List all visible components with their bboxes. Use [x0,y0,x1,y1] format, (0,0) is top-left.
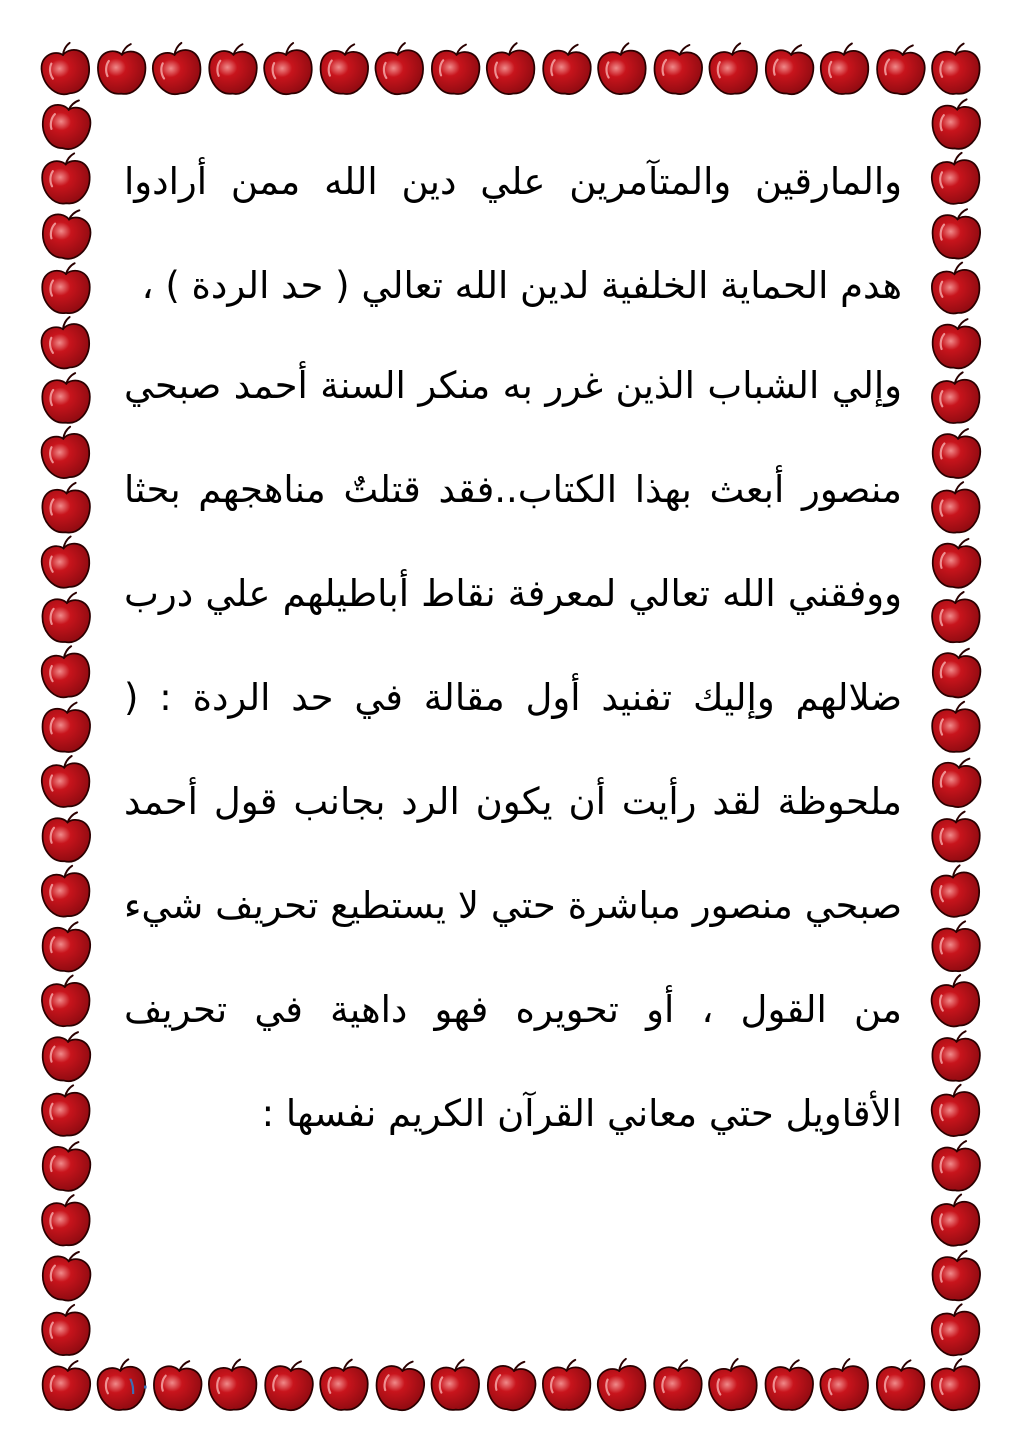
apple-icon [932,921,980,972]
apple-icon [929,1357,982,1412]
apple-icon [931,481,981,533]
apple-icon [928,973,983,1030]
apple-icon [596,42,648,96]
apple-icon [930,261,982,315]
apple-icon [929,1193,982,1248]
apple-icon [373,41,426,96]
apple-icon [652,42,704,97]
apple-icon [654,1360,702,1411]
apple-icon [40,1358,92,1413]
apple-icon [931,1139,981,1191]
apple-icon [484,42,536,97]
apple-icon [38,424,93,481]
apple-icon [765,1359,814,1411]
apple-icon [41,482,90,534]
apple-icon [541,42,593,96]
apple-icon [929,644,984,701]
apple-icon [430,42,481,95]
apple-icon [42,373,90,424]
apple-icon [373,1357,428,1414]
apple-icon [543,1360,591,1410]
apple-icon [930,316,982,371]
apple-icon [39,534,93,590]
apple-icon [42,1305,90,1356]
apple-icon [40,974,91,1027]
apple-icon [41,591,91,643]
apple-icon [319,43,369,95]
apple-icon [41,700,92,753]
apple-icon [39,205,94,262]
apple-icon [39,754,91,809]
apple-icon [929,753,984,810]
apple-icon [931,1249,982,1302]
apple-icon [874,41,928,97]
apple-icon [932,812,980,862]
apple-icon [40,864,92,918]
apple-icon [208,1359,258,1411]
apple-icon [262,1357,316,1413]
apple-icon [39,95,94,152]
apple-icon [876,1359,926,1411]
apple-icon [38,40,93,97]
apple-icon [38,314,93,371]
apple-icon [41,1195,90,1247]
apple-icon [319,1359,368,1411]
apple-icon [820,43,870,95]
apple-icon [431,1360,479,1411]
page-number: ١٠ [126,1372,152,1400]
apple-icon [40,919,92,974]
apple-icon [39,1138,93,1194]
apple-icon [39,644,92,699]
apple-icon [930,371,981,424]
apple-icon [817,1357,871,1413]
apple-icon [929,534,983,590]
apple-icon [40,810,92,864]
apple-icon [930,425,983,480]
apple-icon [42,263,90,313]
apple-icon [931,97,982,150]
apple-icon [151,1357,204,1412]
apple-icon [931,591,980,643]
apple-icon [208,43,257,95]
apple-icon [706,1357,761,1414]
apple-icon [763,41,816,96]
article-body [124,130,902,1166]
paragraph: والمارقين والمتآمرين علي دين الله ممن أرادوا هدم الحماية الخلفية لدين الله تعالي ( حد الردة ) ، [124,160,902,307]
apple-icon [930,206,982,260]
apple-icon [708,42,759,95]
apple-icon [594,1356,649,1413]
apple-icon [932,702,980,753]
apple-icon [97,44,145,95]
apple-icon [931,43,980,95]
apple-icon [41,1085,91,1137]
apple-icon [39,1247,94,1304]
apple-icon [929,1303,981,1358]
apple-icon [261,41,315,97]
apple-icon [928,863,983,920]
apple-icon [929,1083,983,1139]
apple-icon [149,41,204,98]
apple-icon [484,1356,539,1413]
apple-icon [931,1030,980,1082]
apple-icon [40,1028,93,1083]
apple-icon [42,153,90,204]
paragraph: وإلي الشباب الذين غرر به منكر السنة أحمد صبحي منصور أبعث بهذا الكتاب..فقد قتلتٌ مناهجهم بحثا ووفقني الله تعالي لمعرفة نقاط أباطيلهم علي درب ضلالهم وإليك تفنيد أول مقالة في حد الردة : ( ملحوظة لقد رأيت أن يكون الرد بجانب قول أحمد صبحي منصور مباشرة حتي لا يستطيع تحريف شيء من القول ، أو تحويره فهو داهية في تحريف الأقاويل حتي معاني القرآن الكريم نفسها : [124,364,902,1135]
apple-icon [929,151,981,206]
